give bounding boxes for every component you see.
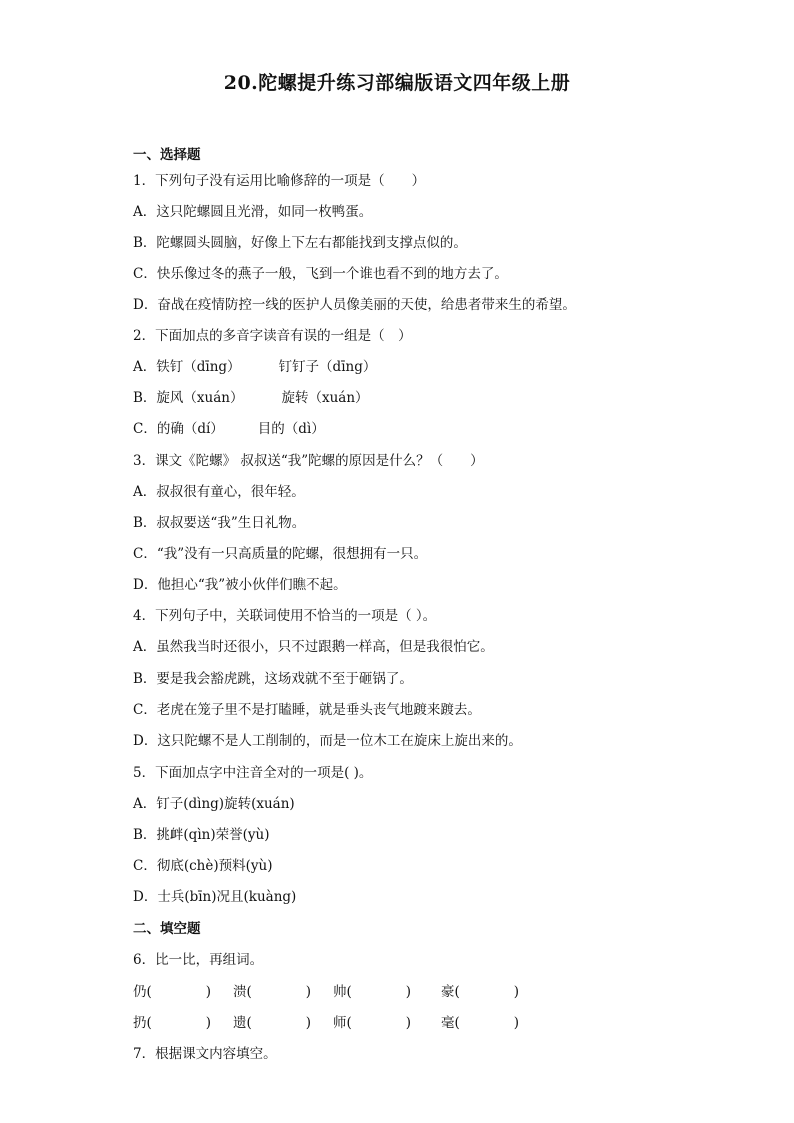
question-1-stem: 1．下列句子没有运用比喻修辞的一项是（ ）	[133, 173, 426, 189]
question-2-option-a-part1: A．铁钉（dīng）	[133, 359, 241, 375]
word-blank[interactable]: 仍( )	[133, 984, 212, 1000]
question-2-option-a	[133, 358, 376, 376]
question-5-option-b: B．挑衅(qìn)荣誉(yù)	[133, 827, 270, 843]
question-6-row-2	[133, 1014, 531, 1032]
question-2-option-c-part2: 目的（dì）	[257, 421, 325, 437]
word-blank[interactable]: 帅( )	[333, 984, 412, 1000]
question-4-option-b: B．要是我会豁虎跳，这场戏就不至于砸锅了。	[133, 671, 413, 687]
question-3-stem: 3．课文《陀螺》 叔叔送“我”陀螺的原因是什么？（ ）	[133, 453, 484, 469]
question-2-option-c-part1: C．的确（dí）	[133, 421, 224, 437]
question-2-stem: 2．下面加点的多音字读音有误的一组是（ ）	[133, 328, 412, 344]
question-1-option-d: D．奋战在疫情防控一线的医护人员像美丽的天使，给患者带来生的希望。	[133, 297, 576, 313]
question-4-stem: 4．下列句子中，关联词使用不恰当的一项是（ ）。	[133, 608, 437, 624]
question-3-option-c: C．“我”没有一只高质量的陀螺，很想拥有一只。	[133, 546, 428, 562]
page-title: 20.陀螺提升练习部编版语文四年级上册	[223, 72, 571, 94]
word-blank[interactable]: 遗( )	[233, 1015, 312, 1031]
question-5-option-c: C．彻底(chè)预料(yù)	[133, 858, 273, 874]
question-4-option-c: C．老虎在笼子里不是打瞌睡，就是垂头丧气地踱来踱去。	[133, 702, 481, 718]
section-heading-fill: 二、填空题	[133, 921, 201, 937]
question-6-row-1	[133, 983, 531, 1001]
question-2-option-b	[133, 389, 369, 407]
question-1-option-b: B．陀螺圆头圆脑，好像上下左右都能找到支撑点似的。	[133, 235, 467, 251]
word-blank[interactable]: 毫( )	[441, 1015, 520, 1031]
word-blank[interactable]: 师( )	[333, 1015, 412, 1031]
word-blank[interactable]: 豪( )	[441, 984, 520, 1000]
question-3-option-b: B．叔叔要送“我”生日礼物。	[133, 515, 306, 531]
word-blank[interactable]: 溃( )	[233, 984, 312, 1000]
question-4-option-a: A．虽然我当时还很小，只不过跟鹅一样高，但是我很怕它。	[133, 639, 494, 655]
question-2-option-c	[133, 420, 325, 438]
section-heading-choice: 一、选择题	[133, 147, 201, 163]
question-6-stem: 6．比一比，再组词。	[133, 952, 264, 968]
question-3-option-a: A．叔叔很有童心，很年轻。	[133, 484, 305, 500]
question-3-option-d: D．他担心“我”被小伙伴们瞧不起。	[133, 577, 347, 593]
question-4-option-d: D．这只陀螺不是人工削制的，而是一位木工在旋床上旋出来的。	[133, 733, 522, 749]
question-5-option-d: D．士兵(bīn)况且(kuàng)	[133, 889, 297, 905]
question-2-option-b-part1: B．旋风（xuán）	[133, 390, 244, 406]
question-2-option-a-part2: 钉钉子（dīng）	[278, 359, 377, 375]
question-5-stem: 5．下面加点字中注音全对的一项是( )。	[133, 765, 373, 781]
word-blank[interactable]: 扔( )	[133, 1015, 212, 1031]
question-7-stem: 7．根据课文内容填空。	[133, 1046, 277, 1062]
question-2-option-b-part2: 旋转（xuán）	[281, 390, 369, 406]
question-1-option-c: C．快乐像过冬的燕子一般，飞到一个谁也看不到的地方去了。	[133, 266, 508, 282]
question-5-option-a: A．钉子(dìng)旋转(xuán)	[133, 796, 295, 812]
question-1-option-a: A．这只陀螺圆且光滑，如同一枚鸭蛋。	[133, 204, 373, 220]
